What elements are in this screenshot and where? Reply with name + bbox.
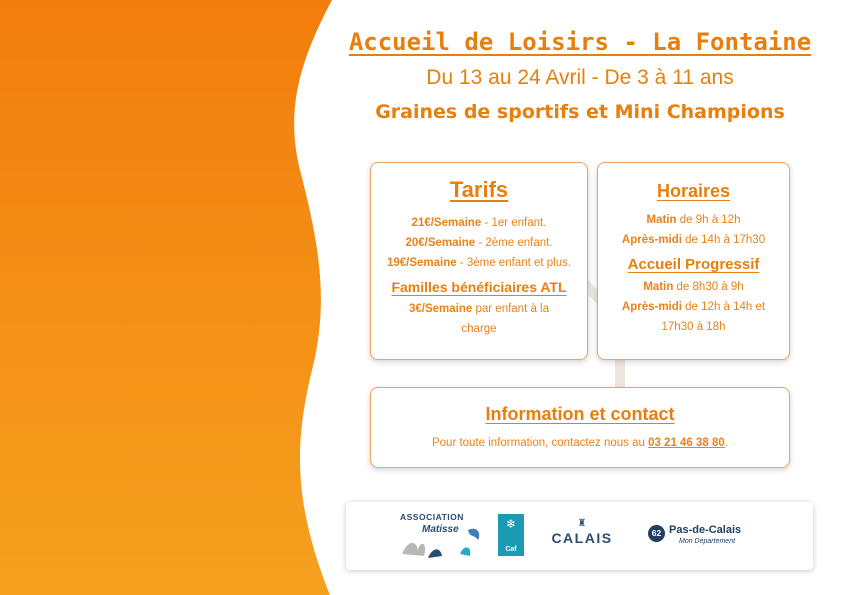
page-subtitle: Du 13 au 24 Avril - De 3 à 11 ans	[426, 66, 734, 89]
snowflake-icon: ❄	[505, 517, 517, 531]
tarifs-list	[371, 213, 587, 273]
pdc-62-badge: 62	[648, 525, 665, 542]
horaires-card	[597, 162, 790, 360]
atl-text: 3€/Semaine par enfant à la charge	[408, 303, 550, 335]
phone-number[interactable]: 03 21 46 38 80	[648, 437, 725, 449]
horaires-list: Matin de 9h à 12h Après-midi de 14h à 17h30	[621, 214, 766, 246]
accueil-progressif-heading: Accueil Progressif	[627, 256, 760, 273]
pas-de-calais-logo: 62 Pas-de-Calais Mon Département	[648, 524, 758, 550]
information-contact-card	[370, 387, 790, 468]
tarifs-card	[370, 162, 588, 360]
tarif-row: 20€/Semaine - 2ème enfant.	[405, 237, 553, 249]
horaires-heading: Horaires	[656, 181, 731, 201]
theme-heading: Graines de sportifs et Mini Champions	[375, 101, 785, 123]
calais-crest-icon: ♜	[577, 518, 587, 529]
info-text: Pour toute information, contactez nous au 03 21 46 38 80.	[431, 437, 729, 449]
tarifs-heading: Tarifs	[449, 177, 509, 202]
partners-logo-bar	[346, 502, 813, 570]
page-title: Accueil de Loisirs - La Fontaine	[348, 28, 812, 56]
tarif-row: 21€/Semaine - 1er enfant.	[411, 217, 547, 229]
progressif-list: Matin de 8h30 à 9h Après-midi de 12h à 14h et 17h30 à 18h	[621, 281, 766, 333]
association-matisse-logo: ASSOCIATION Matisse	[398, 510, 490, 562]
atl-heading: Familles bénéficiaires ATL	[391, 279, 567, 295]
tarif-row: 19€/Semaine - 3ème enfant et plus.	[386, 257, 572, 269]
info-heading: Information et contact	[485, 404, 675, 424]
calais-logo: ♜ CALAIS	[544, 518, 620, 558]
caf-logo: ❄ Caf	[498, 514, 524, 556]
